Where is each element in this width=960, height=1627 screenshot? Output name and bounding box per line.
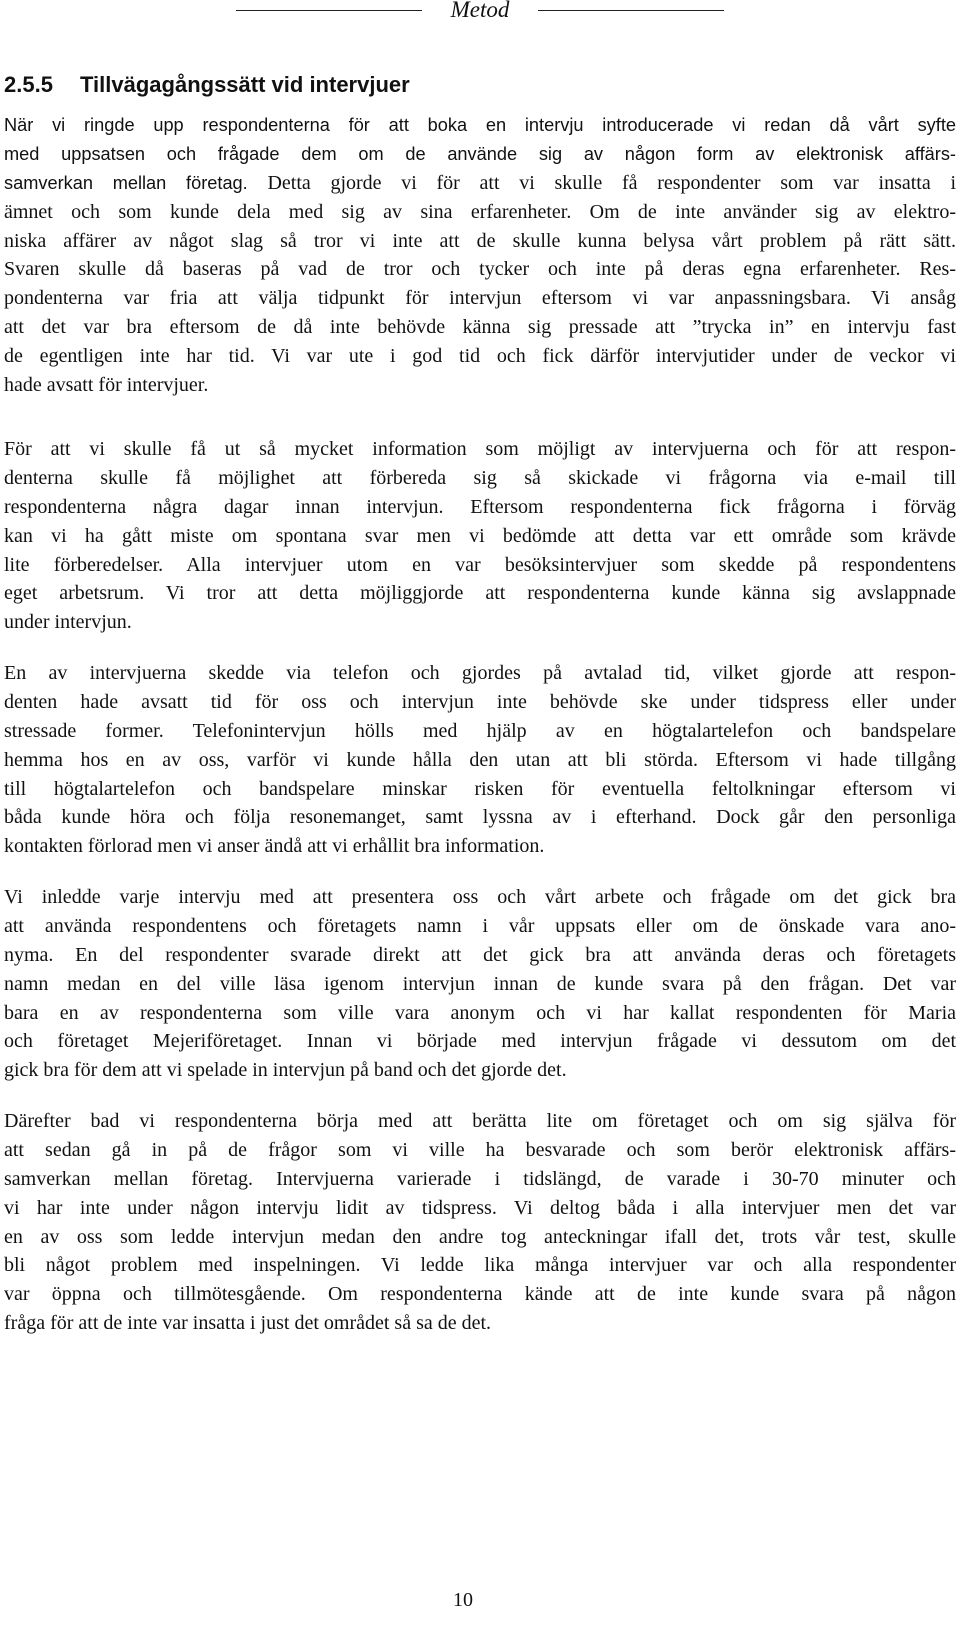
paragraph-3 [4,659,956,861]
header-title: Metod [450,0,510,22]
paragraph-fragment: Vi var ute i god tid och fick därför intervjutider under de veckor vi [254,345,956,368]
paragraph-line: fråga för att de inte var insatta i just det området så sa de det. [4,1312,492,1335]
paragraph-line: nyma. En del respondenter svarade direkt att det gick bra att använda deras och företagets [4,943,956,966]
paragraph-line: båda kunde höra och följa resonemanget, samt lyssna av i efterhand. Dock går den personliga [4,806,956,829]
paragraph-line [4,198,956,227]
paragraph-line: lite förberedelser. Alla intervjuer utom en var besöksintervjuer som skedde på respondentens [4,553,956,576]
paragraph-line: stressade former. Telefonintervjun hölls med hjälp av en högtalartelefon och bandspelare [4,719,956,742]
paragraph-line [4,169,956,198]
paragraph-line: bara en av respondenterna som ville vara anonym och vi har kallat respondenten för Maria [4,1001,956,1024]
section-number: 2.5.5 [4,72,53,97]
paragraph-line: kan vi ha gått miste om spontana svar men vi bedömde att detta var ett område som krävde [4,524,956,547]
paragraph-line: med uppsatsen och frågade dem om de använde sig av någon form av elektronisk affärs- [4,143,956,164]
paragraph-2 [4,435,956,637]
paragraph-line: Vi inledde varje intervju med att presentera oss och vårt arbete och frågade om det gick bra [4,886,956,908]
paragraph-line: respondenterna några dagar innan intervjun. Eftersom respondenterna fick frågorna i förväg [4,495,956,518]
paragraph-line: När vi ringde upp respondenterna för att boka en intervju introducerade vi redan då vårt syfte [4,115,956,135]
paragraph-5 [4,1107,956,1338]
paragraph-line: denten hade avsatt tid för oss och intervjun inte behövde ske under tidspress eller under [4,690,956,713]
paragraph-fragment: Svaren skulle då baseras på vad de tror och tycker och inte på deras egna erfarenheter. [4,258,901,281]
paragraph-line [4,342,956,371]
paragraph-line: till högtalartelefon och bandspelare minskar risken för eventuella feltolkningar eftersom vi [4,777,956,800]
paragraph-fragment: Om de inte använder sig av elektro- [571,200,956,223]
paragraph-line: var öppna och tillmötesgående. Om respondenterna kände att de inte kunde svara på någon [4,1283,956,1306]
paragraph-line: För att vi skulle få ut så mycket information som möjligt av intervjuerna och för att respon- [4,438,956,460]
header-rule-left [236,10,422,11]
section-title: Tillvägagångssätt vid intervjuer [80,72,410,97]
paragraph-line: att använda respondentens och företagets namn i vår uppsats eller om de önskade vara ano- [4,914,956,937]
paragraph-fragment: Vi ansåg [850,287,956,310]
section-heading [4,71,944,99]
paragraph-fragment: Res- [900,258,956,281]
paragraph-line: samverkan mellan företag. Intervjuerna varierade i tidslängd, de varade i 30-70 minuter och [4,1167,956,1190]
paragraph-1 [4,111,956,400]
paragraph-line: att det var bra eftersom de då inte behövde känna sig pressade att ”trycka in” en intervju fast [4,316,956,339]
paragraph-line: bli något problem med inspelningen. Vi ledde lika många intervjuer var och alla respondenter [4,1254,956,1277]
paragraph-fragment: de egentligen inte har tid. [4,345,255,368]
paragraph-line: En av intervjuerna skedde via telefon och gjordes på avtalad tid, vilket gjorde att respon- [4,662,956,684]
paragraph-line: niska affärer av något slag så tror vi inte att de skulle kunna belysa vårt problem på rätt sätt. [4,229,956,252]
paragraph-line: och företaget Mejeriföretaget. Innan vi började med intervjun frågade vi dessutom om det [4,1030,956,1053]
paragraph-line: hemma hos en av oss, varför vi kunde hålla den utan att bli störda. Eftersom vi hade tillgång [4,748,956,771]
paragraph-line: vi har inte under någon intervju lidit av tidspress. Vi deltog båda i alla intervjuer men det var [4,1196,956,1219]
page-number: 10 [453,1589,473,1611]
paragraph-line [4,284,956,313]
paragraph-line: denterna skulle få möjlighet att förbereda sig så skickade vi frågorna via e-mail till [4,466,956,489]
running-header [0,0,960,26]
paragraph-fragment: samverkan mellan företag. [4,172,248,193]
paragraph-line: hade avsatt för intervjuer. [4,374,209,397]
paragraph-line: kontakten förlorad men vi anser ändå att vi erhållit bra information. [4,835,545,858]
paragraph-fragment: ämnet och som kunde dela med sig av sina erfarenheter. [4,200,572,223]
paragraph-fragment: Detta gjorde vi för att vi skulle få respondenter som var insatta i [247,171,956,194]
paragraph-line: namn medan en del ville läsa igenom intervjun innan de kunde svara på den frågan. Det var [4,972,956,995]
paragraph-line: att sedan gå in på de frågor som vi ville ha besvarade och som berör elektronisk affärs- [4,1138,956,1161]
paragraph-line: eget arbetsrum. Vi tror att detta möjliggjorde att respondenterna kunde känna sig avslappnade [4,582,956,605]
paragraph-line: en av oss som ledde intervjun medan den andre tog anteckningar ifall det, trots vår test, skulle [4,1225,956,1248]
paragraph-4 [4,883,956,1085]
paragraph-line: Därefter bad vi respondenterna börja med att berätta lite om företaget och om sig själva för [4,1110,956,1132]
header-rule-right [538,10,724,11]
paragraph-fragment: pondenterna var fria att välja tidpunkt för intervjun eftersom vi var anpassningsbara. [4,287,851,310]
paragraph-line: under intervjun. [4,611,132,634]
paragraph-line: gick bra för dem att vi spelade in intervjun på band och det gjorde det. [4,1059,567,1082]
paragraph-line [4,255,956,284]
